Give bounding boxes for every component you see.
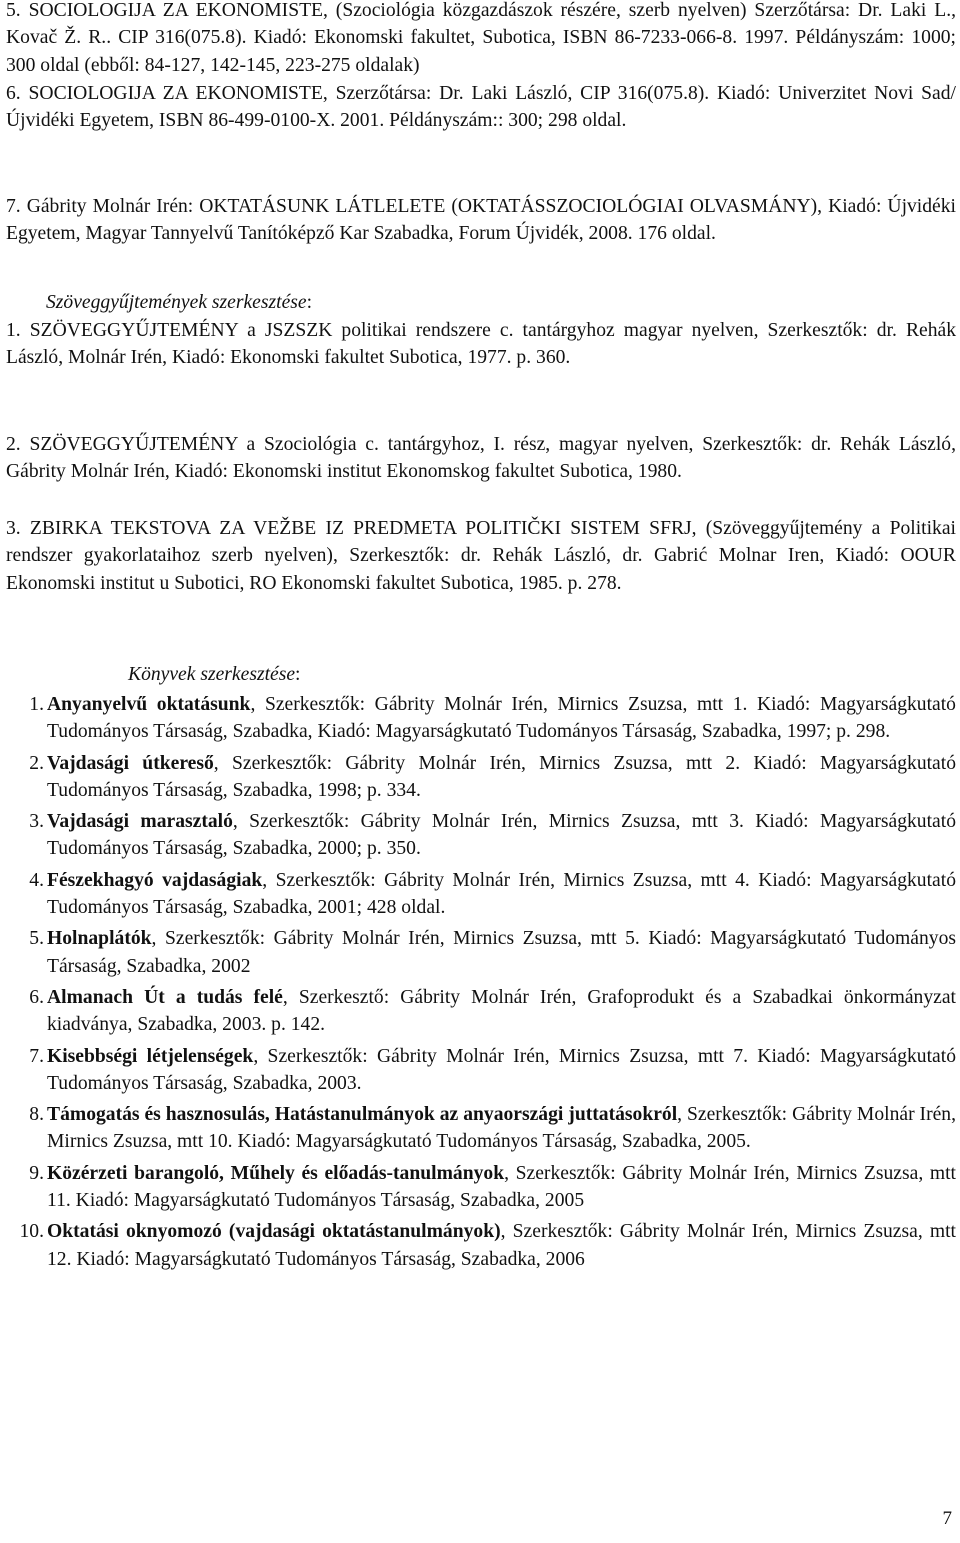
book-item-7 bbox=[6, 1043, 956, 1098]
book-title: Támogatás és hasznosulás, Hatástanulmányok az anyaországi juttatásokról bbox=[47, 1104, 678, 1126]
book-title: Oktatási oknyomozó (vajdasági oktatástanulmányok) bbox=[47, 1221, 501, 1243]
anthology-item-1: 1. SZÖVEGGYŰJTEMÉNY a JSZSZK politikai rendszere c. tantárgyhoz magyar nyelven, Szerkesztők: dr. Rehák László, Molnár Irén, Kiadó: Ekonomski fakultet Subotica, 1977. p. 360. bbox=[6, 320, 956, 369]
publication-item-7: 7. Gábrity Molnár Irén: OKTATÁSUNK LÁTLELETE (OKTATÁSSZOCIOLÓGIAI OLVASMÁNY), Kiadó: Újvidéki Egyetem, Magyar Tannyelvű Tanítóképző Kar Szabadka, Forum Újvidék, 2008. 176 oldal. bbox=[6, 196, 956, 245]
anthologies-heading-colon: : bbox=[306, 292, 313, 313]
book-item-6 bbox=[6, 984, 956, 1039]
publication-item-6: 6. SOCIOLOGIJA ZA EKONOMISTE, Szerzőtársa: Dr. Laki László, CIP 316(075.8). Kiadó: Univerzitet Novi Sad/Újvidéki Egyetem, ISBN 86-499-0100-X. 2001. Példányszám:: 300; 298 oldal. bbox=[6, 83, 956, 132]
page-number: 7 bbox=[942, 1508, 952, 1529]
book-details: , Szerkesztők: Gábrity Molnár Irén, Mirnics Zsuzsa, mtt 2. Kiadó: Magyarságkutató Tudományos Társaság, Szabadka, 1998; p. 334. bbox=[47, 752, 956, 801]
book-details: , Szerkesztők: Gábrity Molnár Irén, Mirnics Zsuzsa, mtt 12. Kiadó: Magyarságkutató Tudományos Társaság, Szabadka, 2006 bbox=[47, 1221, 956, 1270]
book-title: Almanach Út a tudás felé bbox=[47, 986, 283, 1008]
book-details: , Szerkesztők: Gábrity Molnár Irén, Mirnics Zsuzsa, mtt 11. Kiadó: Magyarságkutató Tudományos Társaság, Szabadka, 2005 bbox=[47, 1162, 956, 1212]
book-title: Vajdasági útkereső bbox=[47, 752, 214, 774]
book-item-8 bbox=[6, 1101, 956, 1156]
anthologies-heading-text: Szöveggyűjtemények szerkesztése bbox=[46, 292, 307, 313]
book-number: 6. bbox=[29, 986, 44, 1008]
book-number: 10. bbox=[19, 1221, 44, 1243]
book-title: Kisebbségi létjelenségek bbox=[47, 1045, 254, 1067]
book-number: 5. bbox=[29, 928, 44, 950]
book-title: Közérzeti barangoló, Műhely és előadás-tanulmányok bbox=[47, 1162, 505, 1184]
publication-item-5: 5. SOCIOLOGIJA ZA EKONOMISTE, (Szociológia közgazdászok részére, szerb nyelven) Szerzőtársa: Dr. Laki L., Kovač Ž. R.. CIP 316(075.8). Kiadó: Ekonomski fakultet, Subotica, ISBN 86-7233-066-8. 1997. Példányszám: 1000; 300 oldal (ebből: 84-127, 142-145, 223-275 oldalak) bbox=[6, 0, 956, 76]
book-title: Vajdasági marasztaló bbox=[47, 811, 233, 833]
book-number: 7. bbox=[29, 1045, 44, 1067]
book-details: , Szerkesztők: Gábrity Molnár Irén, Mirnics Zsuzsa, mtt 4. Kiadó: Magyarságkutató Tudományos Társaság, Szabadka, 2001; 428 oldal. bbox=[47, 869, 956, 919]
book-item-9 bbox=[6, 1160, 956, 1215]
book-details: , Szerkesztő: Gábrity Molnár Irén, Grafoprodukt és a Szabadkai önkormányzat kiadványa, Szabadka, 2003. p. 142. bbox=[47, 986, 956, 1036]
books-heading-colon: : bbox=[295, 664, 301, 685]
book-item-4 bbox=[6, 867, 956, 922]
book-details: , Szerkesztők: Gábrity Molnár Irén, Mirnics Zsuzsa, mtt 10. Kiadó: Magyarságkutató Tudományos Társaság, Szabadka, 2005. bbox=[47, 1104, 956, 1153]
book-number: 9. bbox=[29, 1162, 44, 1184]
anthology-item-3: 3. ZBIRKA TEKSTOVA ZA VEŽBE IZ PREDMETA POLITIČKI SISTEM SFRJ, (Szöveggyűjtemény a Politikai rendszer gyakorlataihoz szerb nyelven), Szerkesztők: dr. Rehák László, dr. Gabrić Molnar Iren, Kiadó: OOUR Ekonomski institut u Subotici, RO Ekonomski fakultet Subotica, 1985. p. 278. bbox=[6, 518, 956, 594]
book-number: 2. bbox=[29, 752, 44, 774]
book-item-5 bbox=[6, 925, 956, 980]
book-item-1 bbox=[6, 691, 956, 746]
book-number: 1. bbox=[29, 694, 44, 715]
book-item-10 bbox=[6, 1218, 956, 1273]
book-number: 4. bbox=[29, 869, 44, 891]
anthologies-heading bbox=[46, 289, 312, 316]
books-list bbox=[6, 691, 956, 1277]
books-heading-text: Könyvek szerkesztése bbox=[128, 664, 296, 685]
book-item-2 bbox=[6, 750, 956, 805]
book-number: 3. bbox=[29, 811, 44, 833]
book-number: 8. bbox=[29, 1104, 44, 1126]
anthology-item-2: 2. SZÖVEGGYŰJTEMÉNY a Szociológia c. tantárgyhoz, I. rész, magyar nyelven, Szerkesztők: dr. Rehák László, Gábrity Molnár Irén, Kiadó: Ekonomski institut Ekonomskog fakultet Subotica, 1980. bbox=[6, 434, 956, 483]
book-item-3 bbox=[6, 808, 956, 863]
book-details: , Szerkesztők: Gábrity Molnár Irén, Mirnics Zsuzsa, mtt 7. Kiadó: Magyarságkutató Tudományos Társaság, Szabadka, 2003. bbox=[47, 1045, 956, 1094]
book-details: , Szerkesztők: Gábrity Molnár Irén, Mirnics Zsuzsa, mtt 5. Kiadó: Magyarságkutató Tudományos Társaság, Szabadka, 2002 bbox=[47, 928, 956, 977]
book-title: Fészekhagyó vajdaságiak bbox=[47, 869, 263, 891]
book-details: , Szerkesztők: Gábrity Molnár Irén, Mirnics Zsuzsa, mtt 1. Kiadó: Magyarságkutató Tudományos Társaság, Szabadka, Kiadó: Magyarságkutató Tudományos Társaság, Szabadka, 1997; p. 298. bbox=[47, 694, 956, 743]
book-title: Holnaplátók bbox=[47, 928, 152, 950]
book-title: Anyanyelvű oktatásunk bbox=[47, 694, 251, 715]
books-heading bbox=[128, 661, 300, 688]
book-details: , Szerkesztők: Gábrity Molnár Irén, Mirnics Zsuzsa, mtt 3. Kiadó: Magyarságkutató Tudományos Társaság, Szabadka, 2000; p. 350. bbox=[47, 811, 956, 860]
